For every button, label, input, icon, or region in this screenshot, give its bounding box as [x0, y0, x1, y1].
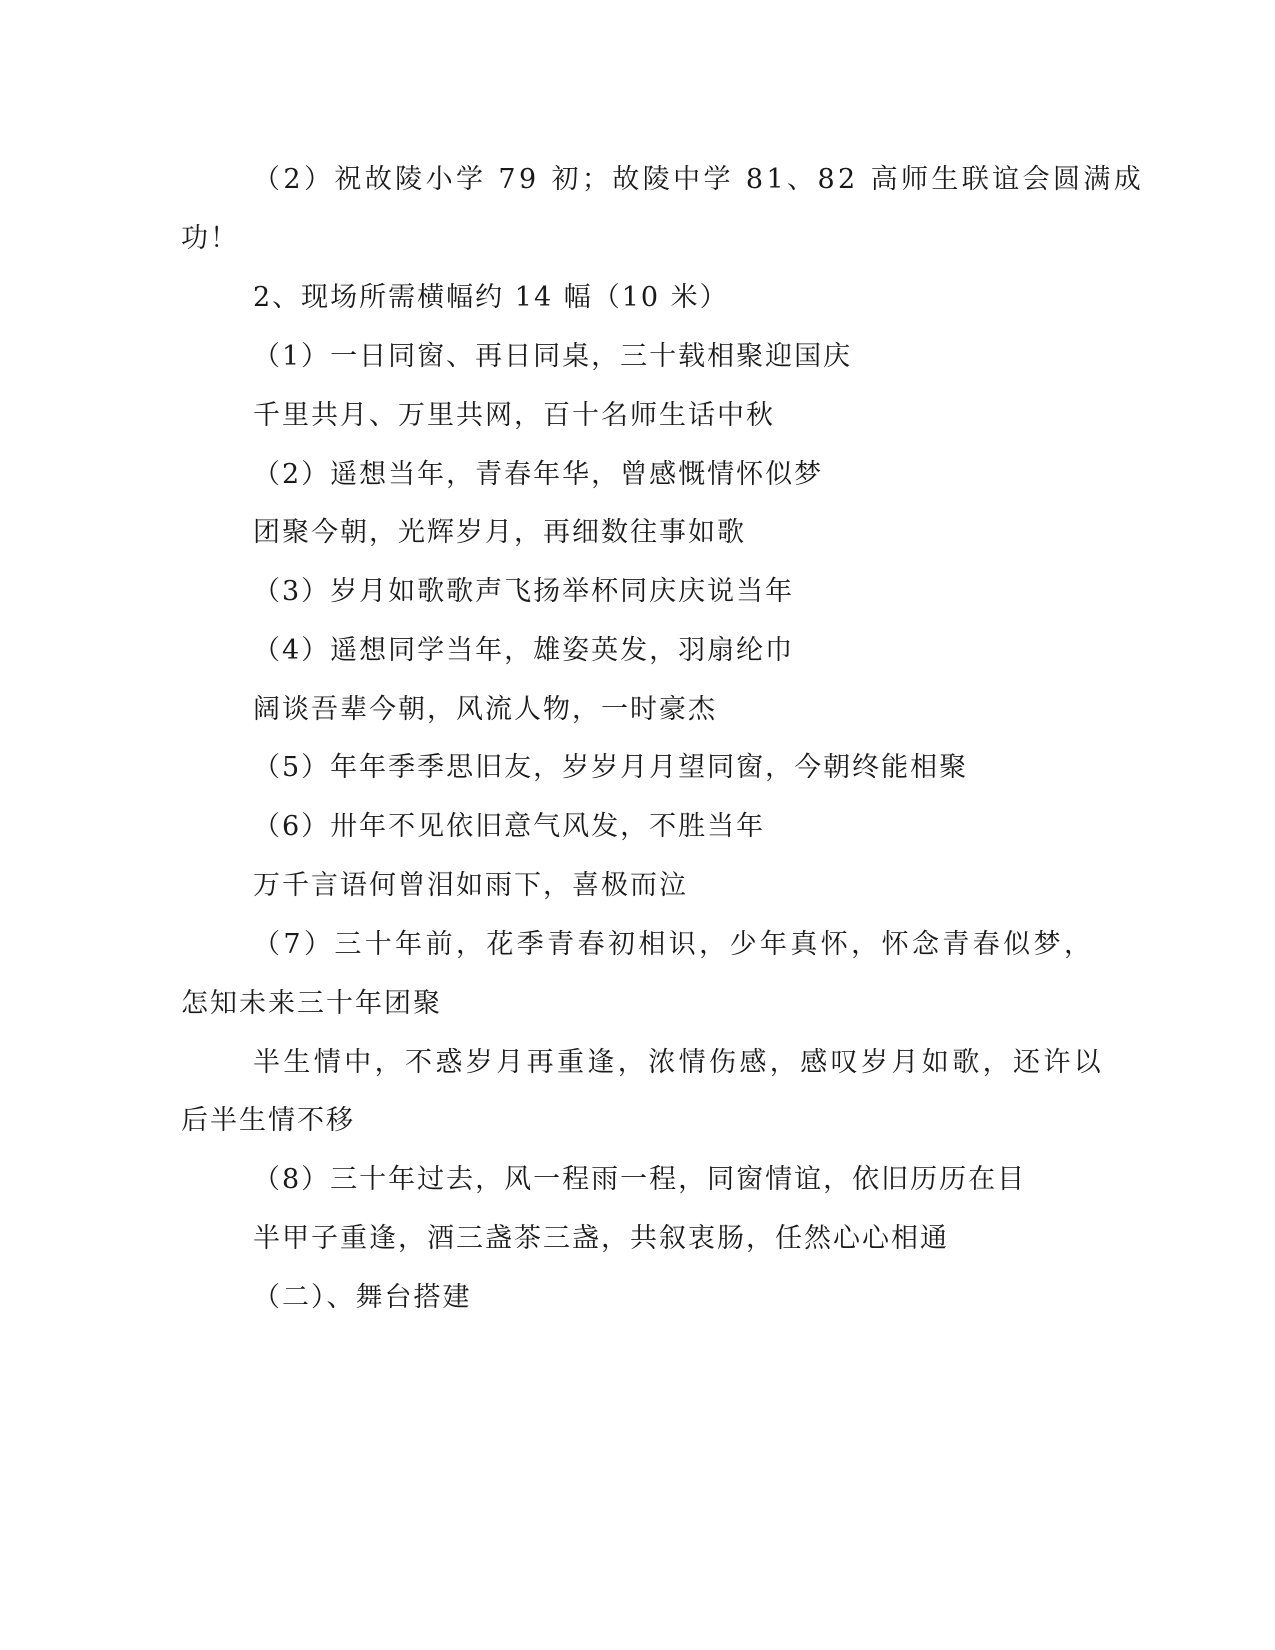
- text-line-16: 半生情中，不惑岁月再重逢，浓情伤感，感叹岁月如歌，还许以: [253, 1047, 1105, 1078]
- text-line-10: 阔谈吾辈今朝，风流人物，一时豪杰: [253, 694, 717, 725]
- text-line-19: 半甲子重逢，酒三盏茶三盏，共叙衷肠，任然心心相通: [253, 1223, 949, 1254]
- text-line-5: 千里共月、万里共网，百十名师生话中秋: [253, 400, 775, 431]
- text-line-17: 后半生情不移: [181, 1105, 355, 1136]
- text-line-12: （6）卅年不见依旧意气风发，不胜当年: [253, 811, 766, 842]
- text-line-4: （1）一日同窗、再日同桌，三十载相聚迎国庆: [253, 341, 853, 372]
- text-line-6: （2）遥想当年，青春年华，曾感慨情怀似梦: [253, 459, 824, 490]
- text-line-7: 团聚今朝，光辉岁月，再细数往事如歌: [253, 517, 746, 548]
- text-line-14: （7）三十年前，花季青春初相识，少年真怀，怀念青春似梦，: [253, 929, 1095, 960]
- text-line-1: （2）祝故陵小学 79 初；故陵中学 81、82 高师生联谊会圆满成: [253, 164, 1145, 195]
- text-line-11: （5）年年季季思旧友，岁岁月月望同窗，今朝终能相聚: [253, 752, 969, 783]
- text-line-15: 怎知未来三十年团聚: [181, 988, 442, 1019]
- text-line-18: （8）三十年过去，风一程雨一程，同窗情谊，依旧历历在目: [253, 1164, 1027, 1195]
- text-line-3: 2、现场所需横幅约 14 幅（10 米）: [253, 282, 729, 313]
- text-line-8: （3）岁月如歌歌声飞扬举杯同庆庆说当年: [253, 576, 795, 607]
- text-line-9: （4）遥想同学当年，雄姿英发，羽扇纶巾: [253, 635, 795, 666]
- text-line-20: （二）、舞台搭建: [253, 1282, 472, 1313]
- text-line-2: 功！: [181, 223, 239, 254]
- text-line-13: 万千言语何曾泪如雨下，喜极而泣: [253, 870, 688, 901]
